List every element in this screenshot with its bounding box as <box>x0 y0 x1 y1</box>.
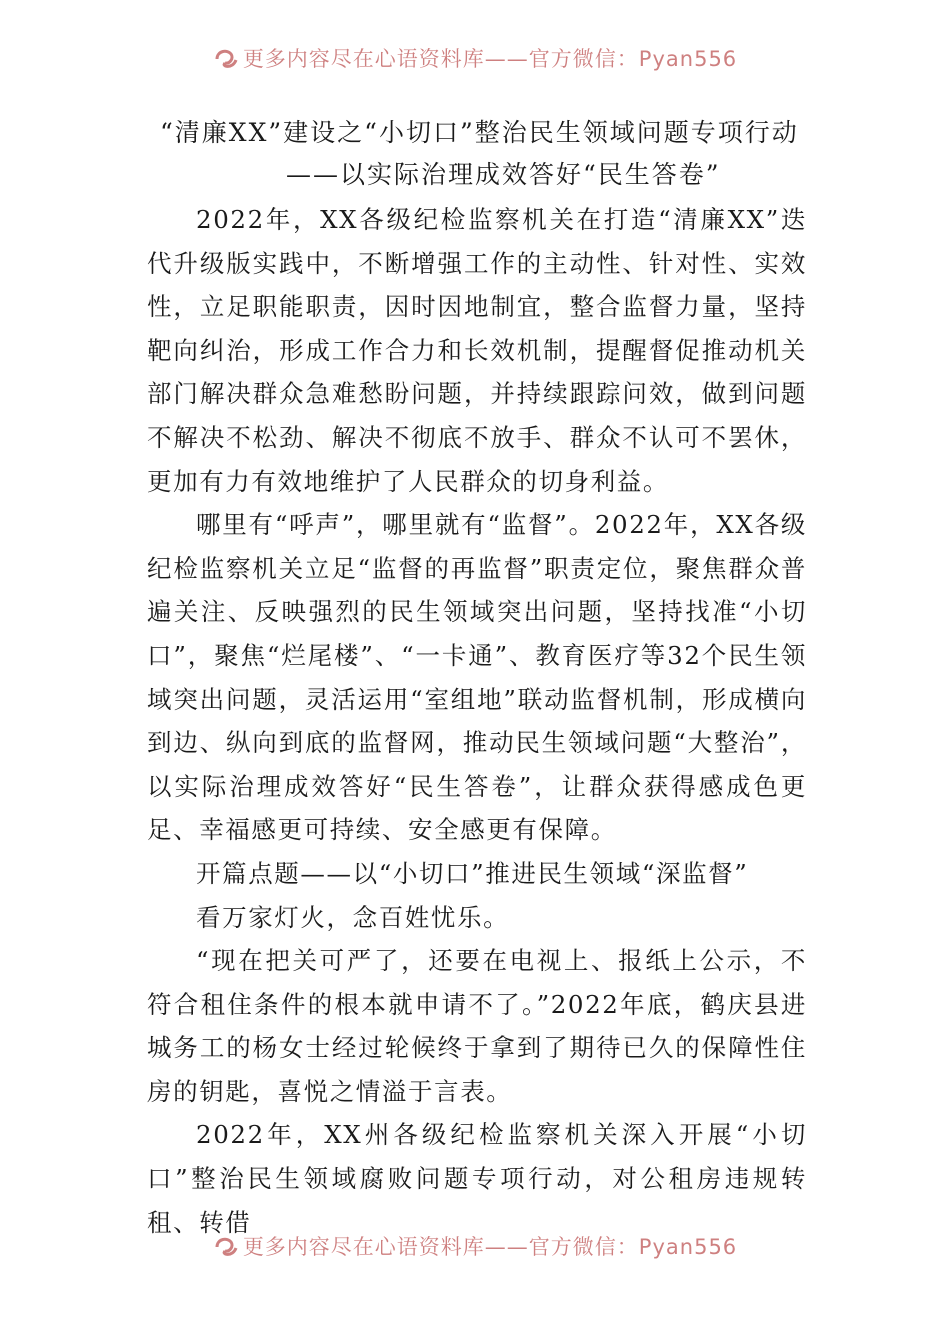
document-title: “清廉XX”建设之“小切口”整治民生领域问题专项行动 <box>160 118 799 147</box>
brand-logo-icon <box>213 1233 239 1259</box>
document-subtitle: ——以实际治理成效答好“民生答卷” <box>286 160 721 189</box>
paragraph: “现在把关可严了，还要在电视上、报纸上公示，不符合租住条件的根本就申请不了。”2022年底，鹤庆县进城务工的杨女士经过轮候终于拿到了期待已久的保障性住房的钥匙，喜悦之情溢于言表。 <box>147 946 807 1106</box>
document-body <box>147 198 807 1244</box>
paragraph: 2022年，XX州各级纪检监察机关深入开展“小切口”整治民生领域腐败问题专项行动，对公租房违规转租、转借 <box>147 1120 807 1237</box>
paragraph: 哪里有“呼声”，哪里就有“监督”。2022年，XX各级纪检监察机关立足“监督的再监督”职责定位，聚焦群众普遍关注、反映强烈的民生领域突出问题，坚持找准“小切口”，聚焦“烂尾楼”、“一卡通”、教育医疗等32个民生领域突出问题，灵活运用“室组地”联动监督机制，形成横向到边、纵向到底的监督网，推动民生领域问题“大整治”，以实际治理成效答好“民生答卷”，让群众获得感成色更足、幸福感更可持续、安全感更有保障。 <box>147 510 807 845</box>
section-heading: 开篇点题——以“小切口”推进民生领域“深监督” <box>196 858 749 888</box>
title-block <box>0 112 950 196</box>
watermark-header <box>0 38 950 78</box>
watermark-footer <box>0 1226 950 1266</box>
paragraph: 看万家灯火，念百姓忧乐。 <box>196 902 510 932</box>
paragraph: 2022年，XX各级纪检监察机关在打造“清廉XX”迭代升级版实践中，不断增强工作的主动性、针对性、实效性，立足职能职责，因时因地制宜，整合监督力量，坚持靶向纠治，形成工作合力和长效机制，提醒督促推动机关部门解决群众急难愁盼问题，并持续跟踪问效，做到问题不解决不松劲、解决不彻底不放手、群众不认可不罢休，更加有力有效地维护了人民群众的切身利益。 <box>147 205 807 496</box>
watermark-text: 更多内容尽在心语资料库——官方微信：Pyan556 <box>242 1235 738 1259</box>
brand-logo-icon <box>213 45 239 71</box>
watermark-text: 更多内容尽在心语资料库——官方微信：Pyan556 <box>242 47 738 71</box>
